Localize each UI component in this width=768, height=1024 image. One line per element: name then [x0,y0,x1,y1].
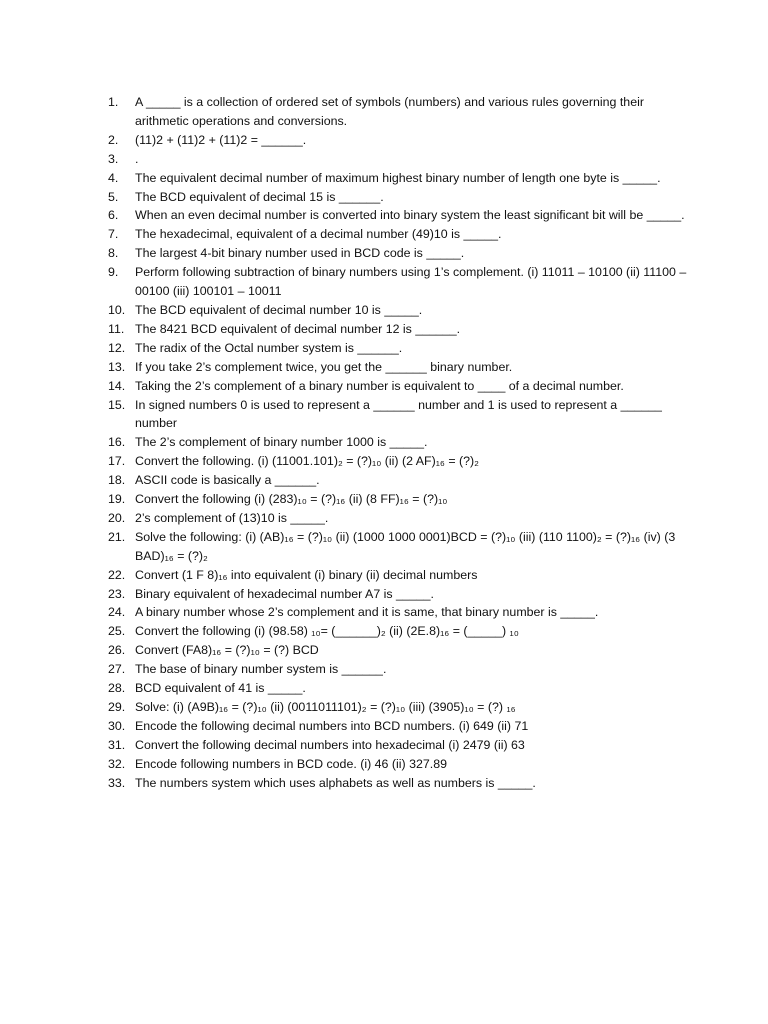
question-text: Convert the following (i) (283)₁₀ = (?)₁₆ (ii) (8 FF)₁₆ = (?)₁₀ [135,492,448,507]
question-text: . [135,151,139,166]
question-number: 1. [108,95,119,109]
question-item [108,585,688,604]
question-text: The radix of the Octal number system is ______. [135,340,403,355]
question-item [108,301,688,320]
question-item [108,320,688,339]
question-text: Convert the following. (i) (11001.101)₂ = (?)₁₀ (ii) (2 AF)₁₆ = (?)₂ [135,454,479,469]
question-item [108,396,688,434]
question-text: (11)2 + (11)2 + (11)2 = ______. [135,132,307,147]
question-item [108,698,688,717]
question-item [108,131,688,150]
question-text: A binary number whose 2’s complement and it is same, that binary number is _____. [135,605,599,620]
question-item [108,641,688,660]
question-text: If you take 2’s complement twice, you get the ______ binary number. [135,359,513,374]
question-item [108,377,688,396]
question-number: 23. [108,586,126,601]
question-number: 10. [108,302,126,317]
question-text: Solve the following: (i) (AB)₁₆ = (?)₁₀ (ii) (1000 1000 0001)BCD = (?)₁₀ (iii) (110 1100)₂ = (?)₁₆ (iv) (3 BAD)₁₆ = (?)₂ [135,529,676,563]
question-number: 14. [108,378,126,393]
question-item [108,263,688,301]
question-text: The equivalent decimal number of maximum highest binary number of length one byte is _____. [135,170,661,185]
question-number: 2. [108,132,119,147]
question-item [108,150,688,169]
question-item [108,490,688,509]
question-text: Encode following numbers in BCD code. (i) 46 (ii) 327.89 [135,756,447,771]
question-number: 11. [108,321,125,336]
question-number: 33. [108,775,126,790]
question-number: 18. [108,473,126,488]
question-number: 8. [108,246,119,261]
question-number: 13. [108,359,126,374]
question-number: 22. [108,567,126,582]
question-item [108,528,688,566]
question-item [108,566,688,585]
question-text: The 2’s complement of binary number 1000 is _____. [135,435,428,450]
question-text: The numbers system which uses alphabets as well as numbers is _____. [135,775,536,790]
question-item [108,188,688,207]
question-number: 19. [108,492,126,507]
question-text: Encode the following decimal numbers into BCD numbers. (i) 649 (ii) 71 [135,718,529,733]
question-item [108,603,688,622]
question-number: 27. [108,662,126,677]
question-number: 28. [108,681,126,696]
question-number: 3. [108,151,119,166]
question-item [108,452,688,471]
question-text: A _____ is a collection of ordered set of symbols (numbers) and various rules governing their arithmetic operations and conversions. [135,95,644,128]
question-item [108,433,688,452]
question-number: 5. [108,189,119,204]
question-text: Perform following subtraction of binary numbers using 1’s complement. (i) 11011 – 10100 (ii) 11100 – 00100 (iii) 100101 – 10011 [135,265,687,299]
question-item [108,660,688,679]
question-number: 25. [108,624,126,639]
question-item [108,206,688,225]
question-item [108,339,688,358]
question-number: 9. [108,265,119,280]
question-text: In signed numbers 0 is used to represent a ______ number and 1 is used to represent a ______ number [135,397,662,431]
question-item [108,225,688,244]
question-number: 6. [108,208,119,223]
question-text: The base of binary number system is ______. [135,662,387,677]
question-number: 24. [108,605,126,620]
question-text: Convert the following decimal numbers into hexadecimal (i) 2479 (ii) 63 [135,737,525,752]
question-text: When an even decimal number is converted into binary system the least significant bit will be _____. [135,208,685,223]
question-item [108,774,688,793]
question-item [108,358,688,377]
question-text: Taking the 2’s complement of a binary number is equivalent to ____ of a decimal number. [135,378,624,393]
question-text: The 8421 BCD equivalent of decimal number 12 is ______. [135,321,461,336]
question-item [108,717,688,736]
question-item [108,169,688,188]
question-text: Convert the following (i) (98.58) ₁₀= (______)₂ (ii) (2E.8)₁₆ = (_____) ₁₀ [135,624,519,639]
question-item [108,736,688,755]
question-text: Convert (1 F 8)₁₆ into equivalent (i) binary (ii) decimal numbers [135,567,478,582]
question-list [108,93,688,793]
question-number: 26. [108,643,126,658]
question-text: BCD equivalent of 41 is _____. [135,681,306,696]
question-number: 17. [108,454,126,469]
question-number: 30. [108,718,126,733]
question-text: 2’s complement of (13)10 is _____. [135,510,329,525]
question-item [108,679,688,698]
question-text: Solve: (i) (A9B)₁₆ = (?)₁₀ (ii) (0011011101)₂ = (?)₁₀ (iii) (3905)₁₀ = (?) ₁₆ [135,700,516,714]
question-number: 16. [108,435,126,450]
question-item [108,509,688,528]
question-number: 7. [108,227,119,242]
question-number: 4. [108,170,119,185]
question-number: 12. [108,340,126,355]
question-number: 31. [108,737,126,752]
question-number: 20. [108,510,126,525]
question-text: ASCII code is basically a ______. [135,473,320,488]
question-text: The largest 4-bit binary number used in BCD code is _____. [135,246,465,261]
question-text: Binary equivalent of hexadecimal number A7 is _____. [135,586,434,601]
question-item [108,622,688,641]
question-item [108,755,688,774]
question-item [108,244,688,263]
question-item [108,93,688,131]
question-number: 32. [108,756,126,771]
question-text: The hexadecimal, equivalent of a decimal number (49)10 is _____. [135,227,502,242]
question-item [108,471,688,490]
question-text: The BCD equivalent of decimal 15 is ______. [135,189,384,204]
question-number: 29. [108,700,126,714]
question-text: The BCD equivalent of decimal number 10 is _____. [135,302,423,317]
question-number: 21. [108,529,126,544]
question-number: 15. [108,397,126,412]
question-text: Convert (FA8)₁₆ = (?)₁₀ = (?) BCD [135,643,319,658]
